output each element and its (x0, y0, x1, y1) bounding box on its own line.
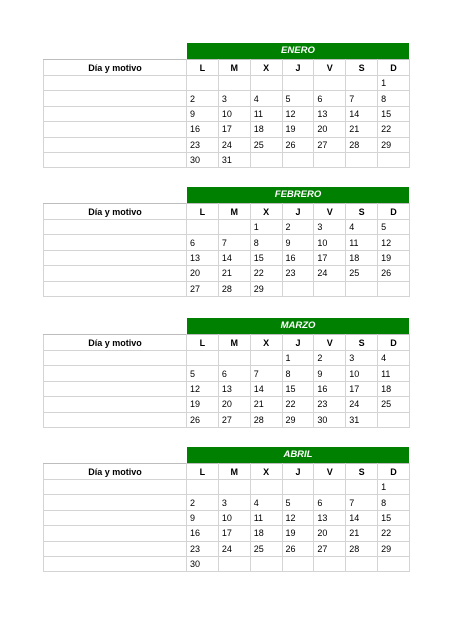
day-cell: 23 (187, 541, 219, 556)
day-cell: 3 (218, 91, 250, 106)
week-row (44, 76, 410, 91)
day-cell (282, 281, 314, 296)
day-cell: 17 (218, 526, 250, 541)
weekday-header: V (314, 464, 346, 480)
day-cell: 10 (218, 510, 250, 525)
title-spacer (44, 447, 187, 464)
motivo-cell[interactable] (44, 266, 187, 281)
day-cell: 22 (250, 266, 282, 281)
weekday-header: V (314, 335, 346, 351)
day-cell: 5 (282, 495, 314, 510)
motivo-cell[interactable] (44, 480, 187, 495)
day-cell: 23 (187, 137, 219, 152)
day-cell (250, 556, 282, 571)
day-cell: 2 (282, 220, 314, 235)
day-cell: 25 (346, 266, 378, 281)
day-cell: 6 (314, 91, 346, 106)
week-row (44, 397, 410, 412)
day-cell: 9 (187, 510, 219, 525)
week-row (44, 137, 410, 152)
motivo-cell[interactable] (44, 76, 187, 91)
day-cell: 11 (378, 366, 410, 381)
weekday-header: L (187, 464, 219, 480)
day-cell: 14 (346, 106, 378, 121)
day-cell (282, 556, 314, 571)
week-row (44, 366, 410, 381)
day-cell: 16 (187, 122, 219, 137)
day-cell: 13 (187, 250, 219, 265)
day-cell: 12 (187, 381, 219, 396)
day-cell (218, 480, 250, 495)
day-cell (250, 351, 282, 366)
motivo-cell[interactable] (44, 351, 187, 366)
day-cell: 20 (218, 397, 250, 412)
day-cell: 20 (314, 122, 346, 137)
day-cell: 29 (250, 281, 282, 296)
day-cell: 11 (250, 510, 282, 525)
day-cell: 11 (250, 106, 282, 121)
weekday-header: L (187, 60, 219, 76)
day-cell: 15 (282, 381, 314, 396)
day-cell: 24 (218, 137, 250, 152)
motivo-header: Día y motivo (44, 204, 187, 220)
day-cell (314, 556, 346, 571)
motivo-cell[interactable] (44, 91, 187, 106)
month-title-row (44, 187, 410, 204)
day-cell: 4 (378, 351, 410, 366)
day-cell: 12 (282, 106, 314, 121)
day-cell: 17 (314, 250, 346, 265)
week-row (44, 480, 410, 495)
day-cell (187, 220, 219, 235)
motivo-cell[interactable] (44, 152, 187, 167)
motivo-cell[interactable] (44, 556, 187, 571)
day-cell: 25 (378, 397, 410, 412)
day-cell: 21 (250, 397, 282, 412)
week-row (44, 235, 410, 250)
weekday-header: S (346, 464, 378, 480)
week-row (44, 281, 410, 296)
day-cell: 27 (218, 412, 250, 427)
day-cell: 7 (346, 495, 378, 510)
day-cell: 29 (378, 541, 410, 556)
day-cell: 3 (346, 351, 378, 366)
day-cell: 4 (250, 495, 282, 510)
day-cell: 28 (346, 541, 378, 556)
day-cell: 8 (378, 495, 410, 510)
week-row (44, 122, 410, 137)
day-cell (218, 220, 250, 235)
motivo-cell[interactable] (44, 122, 187, 137)
week-row (44, 510, 410, 525)
day-cell: 28 (346, 137, 378, 152)
day-cell: 17 (346, 381, 378, 396)
motivo-cell[interactable] (44, 381, 187, 396)
day-cell: 11 (346, 235, 378, 250)
day-cell: 26 (282, 541, 314, 556)
day-cell (314, 76, 346, 91)
weekday-header-row (44, 464, 410, 480)
day-cell: 19 (378, 250, 410, 265)
day-cell: 18 (346, 250, 378, 265)
day-cell: 1 (378, 480, 410, 495)
motivo-header: Día y motivo (44, 60, 187, 76)
day-cell (346, 480, 378, 495)
day-cell: 9 (314, 366, 346, 381)
day-cell: 31 (346, 412, 378, 427)
week-row (44, 250, 410, 265)
day-cell: 2 (187, 495, 219, 510)
day-cell: 5 (187, 366, 219, 381)
day-cell (187, 480, 219, 495)
calendar-marzo (43, 318, 410, 428)
day-cell: 29 (282, 412, 314, 427)
day-cell: 22 (282, 397, 314, 412)
week-row (44, 106, 410, 121)
motivo-cell[interactable] (44, 137, 187, 152)
weekday-header: V (314, 204, 346, 220)
day-cell: 20 (314, 526, 346, 541)
day-cell: 29 (378, 137, 410, 152)
day-cell: 19 (282, 526, 314, 541)
calendar-enero (43, 43, 410, 168)
day-cell (378, 281, 410, 296)
day-cell (250, 76, 282, 91)
weekday-header: M (218, 204, 250, 220)
day-cell: 5 (378, 220, 410, 235)
day-cell: 2 (187, 91, 219, 106)
day-cell: 27 (187, 281, 219, 296)
day-cell: 18 (378, 381, 410, 396)
week-row (44, 541, 410, 556)
day-cell: 10 (218, 106, 250, 121)
day-cell: 4 (250, 91, 282, 106)
motivo-cell[interactable] (44, 106, 187, 121)
day-cell: 4 (346, 220, 378, 235)
day-cell: 26 (187, 412, 219, 427)
day-cell (346, 152, 378, 167)
day-cell: 28 (218, 281, 250, 296)
day-cell: 25 (250, 541, 282, 556)
motivo-header: Día y motivo (44, 335, 187, 351)
day-cell: 8 (282, 366, 314, 381)
day-cell (314, 480, 346, 495)
weekday-header: S (346, 60, 378, 76)
day-cell: 10 (314, 235, 346, 250)
motivo-cell[interactable] (44, 281, 187, 296)
day-cell: 18 (250, 122, 282, 137)
day-cell (378, 412, 410, 427)
day-cell (346, 76, 378, 91)
day-cell: 17 (218, 122, 250, 137)
weekday-header: D (378, 335, 410, 351)
motivo-cell[interactable] (44, 220, 187, 235)
day-cell (378, 152, 410, 167)
week-row (44, 495, 410, 510)
motivo-cell[interactable] (44, 235, 187, 250)
day-cell: 13 (314, 106, 346, 121)
day-cell: 22 (378, 526, 410, 541)
weekday-header: S (346, 204, 378, 220)
weekday-header: J (282, 335, 314, 351)
day-cell (187, 351, 219, 366)
day-cell: 8 (378, 91, 410, 106)
weekday-header: J (282, 60, 314, 76)
month-title-row (44, 43, 410, 60)
day-cell: 31 (218, 152, 250, 167)
weekday-header-row (44, 60, 410, 76)
weekday-header: S (346, 335, 378, 351)
weekday-header: L (187, 335, 219, 351)
weekday-header: X (250, 464, 282, 480)
day-cell: 10 (346, 366, 378, 381)
motivo-header: Día y motivo (44, 464, 187, 480)
day-cell: 24 (346, 397, 378, 412)
day-cell: 25 (250, 137, 282, 152)
month-title-row (44, 318, 410, 335)
week-row (44, 220, 410, 235)
day-cell: 21 (218, 266, 250, 281)
day-cell: 22 (378, 122, 410, 137)
day-cell (218, 556, 250, 571)
week-row (44, 91, 410, 106)
motivo-cell[interactable] (44, 397, 187, 412)
day-cell: 30 (187, 556, 219, 571)
day-cell: 16 (282, 250, 314, 265)
day-cell: 7 (250, 366, 282, 381)
day-cell: 28 (250, 412, 282, 427)
day-cell: 3 (314, 220, 346, 235)
day-cell: 27 (314, 541, 346, 556)
day-cell: 21 (346, 526, 378, 541)
day-cell: 23 (314, 397, 346, 412)
title-spacer (44, 187, 187, 204)
day-cell: 19 (187, 397, 219, 412)
day-cell: 12 (378, 235, 410, 250)
weekday-header: D (378, 464, 410, 480)
day-cell: 16 (314, 381, 346, 396)
day-cell (187, 76, 219, 91)
week-row (44, 266, 410, 281)
day-cell (250, 480, 282, 495)
day-cell: 23 (282, 266, 314, 281)
week-row (44, 381, 410, 396)
day-cell: 21 (346, 122, 378, 137)
day-cell: 19 (282, 122, 314, 137)
day-cell: 6 (187, 235, 219, 250)
month-title: ENERO (187, 43, 410, 60)
weekday-header: D (378, 204, 410, 220)
motivo-cell[interactable] (44, 541, 187, 556)
weekday-header-row (44, 335, 410, 351)
motivo-cell[interactable] (44, 510, 187, 525)
day-cell: 2 (314, 351, 346, 366)
motivo-cell[interactable] (44, 412, 187, 427)
day-cell (314, 281, 346, 296)
day-cell: 1 (282, 351, 314, 366)
day-cell: 24 (218, 541, 250, 556)
weekday-header: V (314, 60, 346, 76)
week-row (44, 526, 410, 541)
weekday-header: D (378, 60, 410, 76)
motivo-cell[interactable] (44, 526, 187, 541)
weekday-header: X (250, 335, 282, 351)
day-cell: 9 (187, 106, 219, 121)
calendar-febrero (43, 187, 410, 297)
day-cell: 18 (250, 526, 282, 541)
day-cell: 14 (218, 250, 250, 265)
day-cell: 13 (218, 381, 250, 396)
month-title-row (44, 447, 410, 464)
day-cell: 7 (346, 91, 378, 106)
weekday-header: J (282, 464, 314, 480)
weekday-header: M (218, 60, 250, 76)
weekday-header-row (44, 204, 410, 220)
day-cell (218, 351, 250, 366)
weekday-header: X (250, 204, 282, 220)
day-cell: 15 (378, 106, 410, 121)
weekday-header: M (218, 335, 250, 351)
day-cell: 7 (218, 235, 250, 250)
day-cell: 3 (218, 495, 250, 510)
day-cell: 26 (282, 137, 314, 152)
day-cell: 5 (282, 91, 314, 106)
day-cell: 8 (250, 235, 282, 250)
week-row (44, 556, 410, 571)
weekday-header: J (282, 204, 314, 220)
day-cell (346, 281, 378, 296)
day-cell: 6 (314, 495, 346, 510)
day-cell: 9 (282, 235, 314, 250)
day-cell: 1 (250, 220, 282, 235)
day-cell: 26 (378, 266, 410, 281)
day-cell (314, 152, 346, 167)
day-cell: 30 (314, 412, 346, 427)
day-cell: 15 (250, 250, 282, 265)
day-cell: 14 (250, 381, 282, 396)
title-spacer (44, 43, 187, 60)
day-cell (346, 556, 378, 571)
day-cell: 15 (378, 510, 410, 525)
day-cell: 24 (314, 266, 346, 281)
day-cell: 30 (187, 152, 219, 167)
month-title: ABRIL (187, 447, 410, 464)
day-cell: 16 (187, 526, 219, 541)
day-cell: 14 (346, 510, 378, 525)
title-spacer (44, 318, 187, 335)
day-cell: 1 (378, 76, 410, 91)
day-cell (282, 480, 314, 495)
week-row (44, 351, 410, 366)
day-cell: 27 (314, 137, 346, 152)
day-cell (282, 152, 314, 167)
week-row (44, 152, 410, 167)
day-cell: 20 (187, 266, 219, 281)
month-title: FEBRERO (187, 187, 410, 204)
motivo-cell[interactable] (44, 366, 187, 381)
calendar-abril (43, 447, 410, 572)
day-cell: 6 (218, 366, 250, 381)
week-row (44, 412, 410, 427)
day-cell: 13 (314, 510, 346, 525)
month-title: MARZO (187, 318, 410, 335)
day-cell: 12 (282, 510, 314, 525)
day-cell (378, 556, 410, 571)
weekday-header: L (187, 204, 219, 220)
weekday-header: M (218, 464, 250, 480)
day-cell (250, 152, 282, 167)
day-cell (218, 76, 250, 91)
day-cell (282, 76, 314, 91)
motivo-cell[interactable] (44, 250, 187, 265)
weekday-header: X (250, 60, 282, 76)
motivo-cell[interactable] (44, 495, 187, 510)
